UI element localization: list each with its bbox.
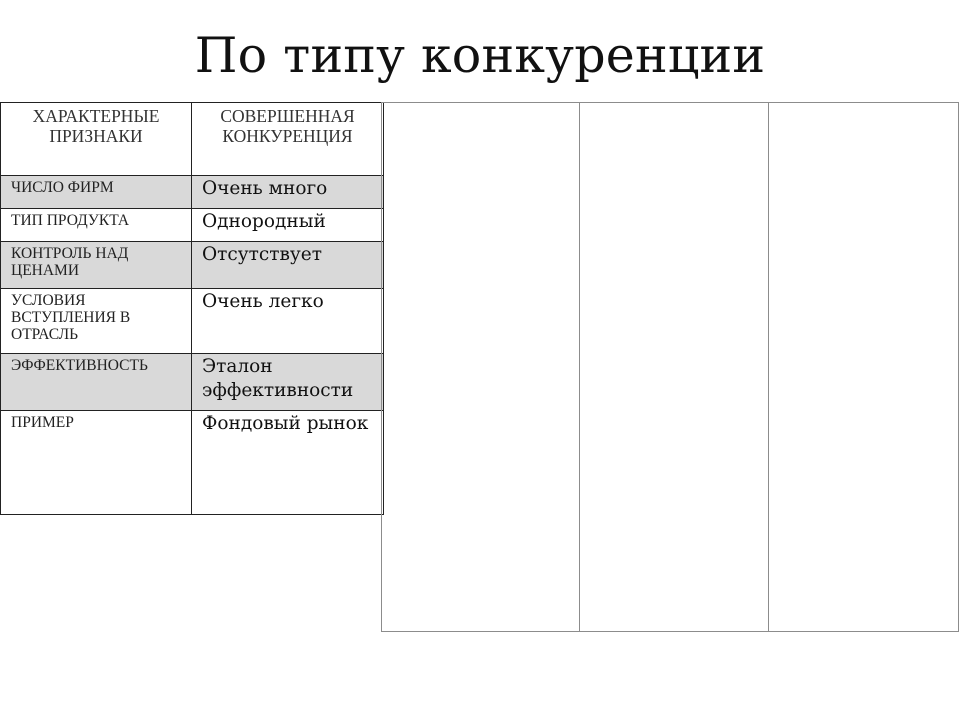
slide-title: По типу конкуренции: [194, 27, 766, 84]
table-row: [1, 242, 384, 289]
header-cell-characteristics: [1, 103, 192, 176]
empty-columns-grid: [381, 102, 959, 632]
header-perfect-competition: СОВЕРШЕННАЯ КОНКУРЕНЦИЯ: [220, 106, 355, 146]
table-row: [1, 411, 384, 515]
comparison-table: [0, 102, 384, 515]
row-value: Очень легко: [202, 291, 324, 312]
row-label: ЭФФЕКТИВНОСТЬ: [11, 357, 148, 374]
row-label-cell: [1, 209, 192, 242]
table-row: [1, 289, 384, 354]
row-label-cell: [1, 176, 192, 209]
header-characteristics: ХАРАКТЕРНЫЕ ПРИЗНАКИ: [32, 106, 160, 146]
row-label-cell: [1, 242, 192, 289]
row-label: УСЛОВИЯ ВСТУПЛЕНИЯ В ОТРАСЛЬ: [11, 292, 131, 343]
row-value: Эталон эффективности: [202, 356, 354, 401]
table-row: [1, 209, 384, 242]
row-label-cell: [1, 411, 192, 515]
row-value-cell: [192, 354, 384, 411]
table-header-row: [1, 103, 384, 176]
row-value-cell: [192, 209, 384, 242]
empty-column: [579, 103, 768, 631]
header-cell-perfect-competition: [192, 103, 384, 176]
empty-column: [382, 103, 579, 631]
table-row: [1, 176, 384, 209]
row-value: Отсутствует: [202, 244, 322, 265]
row-label: ЧИСЛО ФИРМ: [11, 179, 114, 196]
row-value: Фондовый рынок: [202, 413, 369, 434]
row-value-cell: [192, 242, 384, 289]
row-value-cell: [192, 176, 384, 209]
row-label-cell: [1, 289, 192, 354]
row-label-cell: [1, 354, 192, 411]
row-value-cell: [192, 289, 384, 354]
row-value-cell: [192, 411, 384, 515]
empty-column: [768, 103, 958, 631]
row-label: ТИП ПРОДУКТА: [11, 212, 130, 229]
row-value: Однородный: [202, 211, 326, 232]
row-label: КОНТРОЛЬ НАД ЦЕНАМИ: [11, 245, 129, 279]
table-row: [1, 354, 384, 411]
row-label: ПРИМЕР: [11, 414, 74, 431]
row-value: Очень много: [202, 178, 328, 199]
